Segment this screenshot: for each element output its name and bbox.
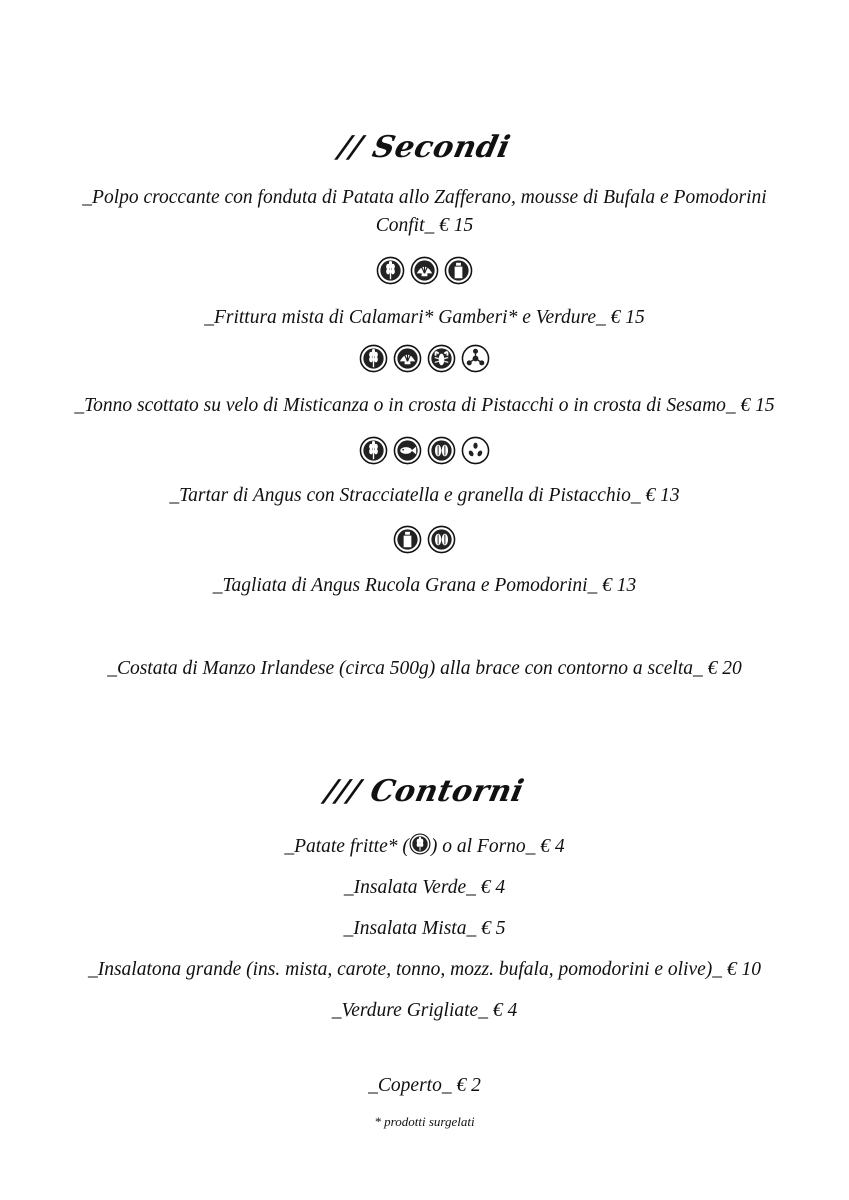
gluten-icon — [359, 436, 388, 465]
contorno-insalata-mista: _Insalata Mista_ € 5 — [343, 918, 506, 939]
patate-text-before: _Patate fritte* ( — [284, 836, 409, 857]
menu-item-polpo: _Polpo croccante con fonduta di Patata allo Zafferano, mousse di Bufala e Pomodorini Confit_ € 15 — [82, 187, 767, 236]
milk-icon — [444, 256, 473, 285]
contorno-insalatona: _Insalatona grande (ins. mista, carote, tonno, mozz. bufala, pomodorini e olive)_ € 10 — [87, 959, 762, 980]
section-title-contorni: /// Contorni — [321, 774, 528, 809]
allergen-row-tartar — [0, 525, 849, 554]
patate-text-after: ) o al Forno_ € 4 — [430, 836, 565, 857]
gluten-icon — [409, 833, 431, 855]
milk-icon — [393, 525, 422, 554]
contorno-patate — [0, 833, 849, 861]
nut-icon — [427, 525, 456, 554]
contorno-verdure-grigliate: _Verdure Grigliate_ € 4 — [331, 1000, 518, 1021]
menu-item-tonno: _Tonno scottato su velo di Misticanza o in crosta di Pistacchi o in crosta di Sesamo_ € 15 — [74, 395, 775, 416]
sesame-icon — [461, 436, 490, 465]
menu-item-frittura: _Frittura mista di Calamari* Gamberi* e Verdure_ € 15 — [204, 307, 645, 328]
fish-icon — [393, 436, 422, 465]
menu-item-tagliata: _Tagliata di Angus Rucola Grana e Pomodorini_ € 13 — [212, 575, 637, 596]
menu-item-tartar: _Tartar di Angus con Stracciatella e granella di Pistacchio_ € 13 — [169, 485, 680, 506]
contorno-insalata-verde: _Insalata Verde_ € 4 — [343, 877, 506, 898]
section-title-secondi: // Secondi — [335, 130, 514, 165]
menu-item-costata: _Costata di Manzo Irlandese (circa 500g) alla brace con contorno a scelta_ € 20 — [107, 658, 742, 679]
crustacean-icon — [427, 344, 456, 373]
gluten-icon — [359, 344, 388, 373]
gluten-icon — [376, 256, 405, 285]
allergen-row-frittura — [0, 344, 849, 373]
mollusc-icon — [393, 344, 422, 373]
nut-icon — [427, 436, 456, 465]
coperto: _Coperto_ € 2 — [368, 1075, 481, 1096]
footnote-surgelati: * prodotti surgelati — [374, 1114, 475, 1129]
allergen-row-tonno — [0, 436, 849, 465]
sulphite-icon — [461, 344, 490, 373]
mollusc-icon — [410, 256, 439, 285]
allergen-row-polpo — [0, 256, 849, 285]
